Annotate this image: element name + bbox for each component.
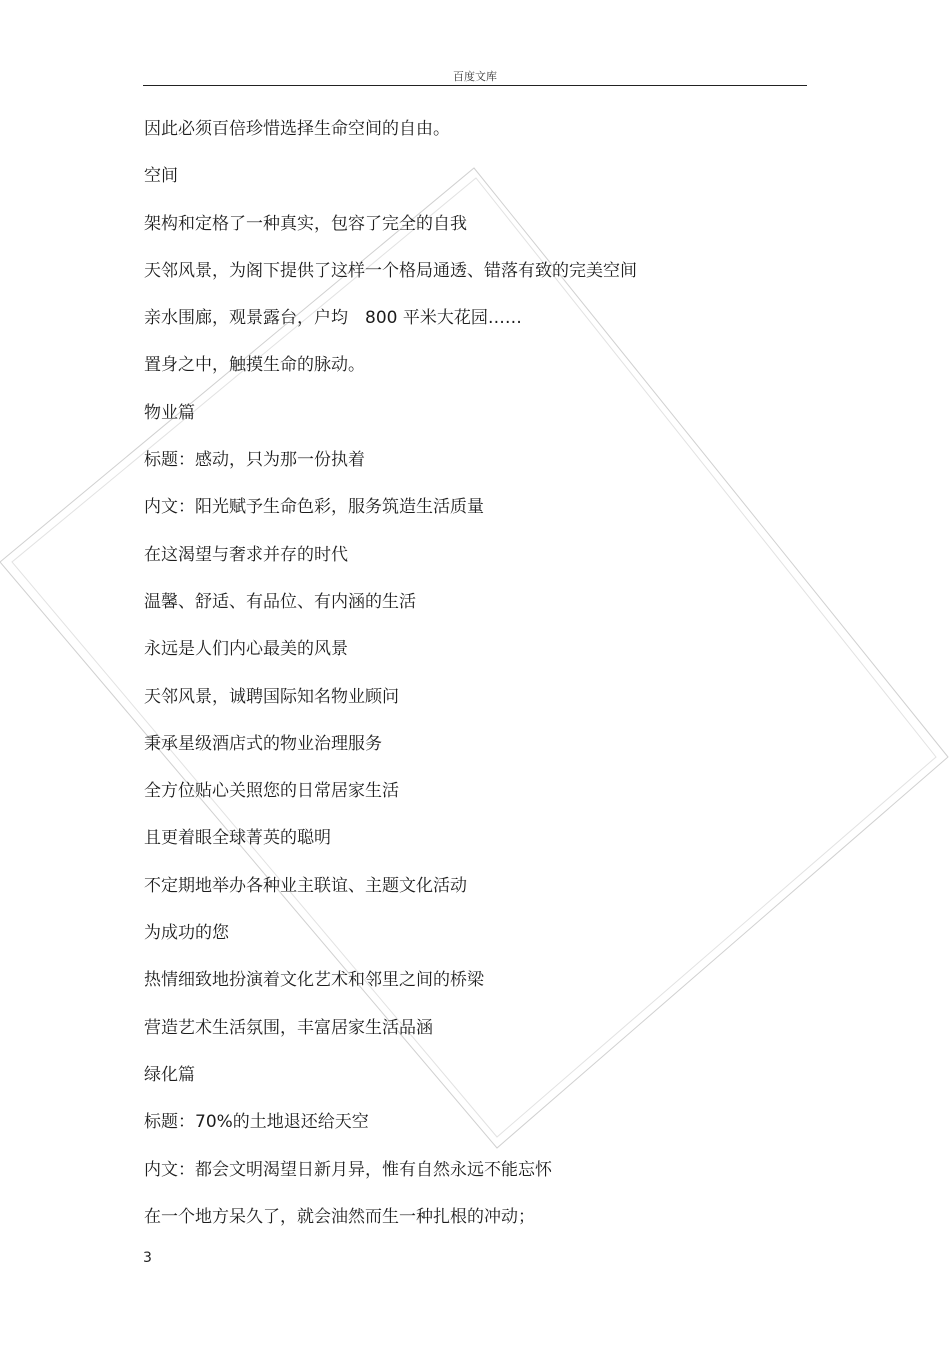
body-line: 热情细致地扮演着文化艺术和邻里之间的桥梁	[144, 970, 484, 991]
header-title: 百度文库	[453, 70, 497, 83]
body-line: 标题：70%的土地退还给天空	[144, 1112, 369, 1133]
body-line: 绿化篇	[144, 1064, 195, 1085]
body-line: 置身之中，触摸生命的脉动。	[144, 355, 365, 376]
body-line: 温馨、舒适、有品位、有内涵的生活	[144, 591, 416, 612]
page-number: 3	[143, 1250, 152, 1266]
body-line: 天邻风景，诚聘国际知名物业顾问	[144, 686, 399, 707]
header-divider	[143, 85, 807, 86]
body-line: 营造艺术生活氛围，丰富居家生活品涵	[144, 1017, 433, 1038]
body-line: 且更着眼全球菁英的聪明	[144, 828, 331, 849]
body-line: 亲水围廊，观景露台，户均 800 平米大花园……	[144, 308, 522, 329]
body-line: 物业篇	[144, 402, 195, 423]
body-line: 天邻风景，为阁下提供了这样一个格局通透、错落有致的完美空间	[144, 260, 637, 281]
body-line: 为成功的您	[144, 923, 229, 944]
document-body	[144, 115, 804, 1250]
body-line: 架构和定格了一种真实，包容了完全的自我	[144, 213, 467, 234]
body-line: 内文：都会文明渴望日新月异，惟有自然永远不能忘怀	[144, 1159, 552, 1180]
body-line: 标题：感动，只为那一份执着	[144, 450, 365, 471]
body-line: 空间	[144, 166, 178, 187]
body-line: 在一个地方呆久了，就会油然而生一种扎根的冲动；	[144, 1206, 535, 1227]
body-line: 因此必须百倍珍惜选择生命空间的自由。	[144, 119, 450, 139]
body-line: 在这渴望与奢求并存的时代	[144, 544, 348, 565]
body-line: 秉承星级酒店式的物业治理服务	[144, 733, 382, 754]
body-line: 内文：阳光赋予生命色彩，服务筑造生活质量	[144, 497, 484, 518]
body-line: 不定期地举办各种业主联谊、主题文化活动	[144, 875, 467, 896]
body-line: 永远是人们内心最美的风景	[144, 639, 348, 660]
body-line: 全方位贴心关照您的日常居家生活	[144, 781, 399, 802]
